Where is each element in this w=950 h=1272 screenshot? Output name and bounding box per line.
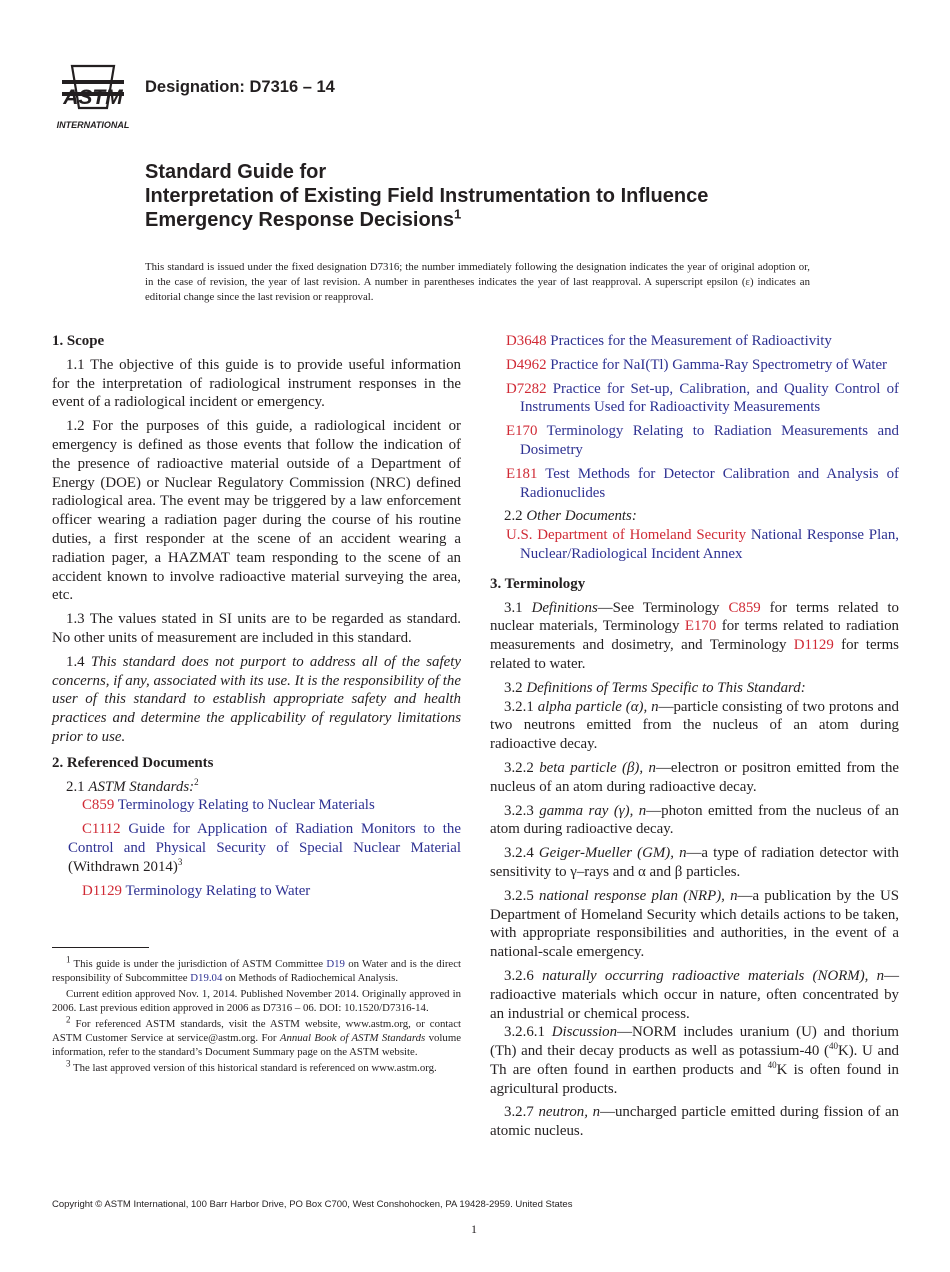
astm-logo [52,58,134,132]
term-3-2-6: 3.2.6 naturally occurring radioactive materials (NORM), n—radioactive materials which occur in nature, often concentrated by an industrial or chemical process. [490,967,899,1022]
section-3-heading: 3. Terminology [490,575,586,592]
link-d19[interactable]: D19 [326,958,345,970]
term-3-2-4: 3.2.4 Geiger-Mueller (GM), n—a type of radiation detector with sensitivity to γ–rays and α and β particles. [490,845,899,880]
ref-d3648[interactable]: D3648 Practices for the Measurement of Radioactivity [506,333,832,349]
term-3-2-7: 3.2.7 neutron, n—uncharged particle emitted during fission of an atomic nucleus. [490,1104,899,1140]
para-1-1: 1.1 The objective of this guide is to provide useful information for the interpretation of radiological instrument responses in the event of a radiological incident or emergency. [52,356,461,411]
copyright-notice: Copyright © ASTM International, 100 Barr Harbor Drive, PO Box C700, West Conshohocken, PA 19428-2959. United States [52,1199,573,1210]
page-number: 1 [471,1222,477,1236]
ref-d7282[interactable]: D7282 Practice for Set-up, Calibration, and Quality Control of Instruments Used for Radioactivity Measurements [506,380,899,416]
term-3-2-1: 3.2.1 alpha particle (α), n—particle consisting of two protons and two neutrons emitted from the nucleus of an atom during radioactive decay. [490,698,899,753]
footnote-1: $^1$ This guide is under the jurisdiction of ASTM Committee D19 on Water and is the direct responsibility of Subcommittee D19.04 on Methods of Radiochemical Analysis. [52,954,462,984]
footnote-1-edition: Current edition approved Nov. 1, 2014. Published November 2014. Originally approved in 2006. Last previous edition approved in 2006 as D7316 – 06. DOI: 10.1520/D7316-14. [52,988,461,1014]
para-2-2: 2.2 Other Documents: [504,508,637,525]
footnote-2: $^2$ For referenced ASTM standards, visit the ASTM website, www.astm.org, or contact ASTM Customer Service at service@astm.org. For Annual Book of ASTM Standards volume information, refer to the standard’s Document Summary page on the ASTM website. [52,1014,462,1058]
link-d1129[interactable]: D1129 [793,637,834,654]
section-2-heading: 2. Referenced Documents [52,754,214,771]
ref-c1112[interactable]: C1112 Guide for Application of Radiation Monitors to the Control and Physical Security of Special Nuclear Material (Withdrawn 2014)$^3$ [68,821,461,875]
para-3-1: 3.1 Definitions—See Terminology C859 for terms related to nuclear materials, Terminology E170 for terms related to radiation measurements and dosimetry, and Terminology D1129 for terms related to water. [490,599,899,672]
ref-e170[interactable]: E170 Terminology Relating to Radiation Measurements and Dosimetry [506,423,899,458]
footnote-3: $^3$ The last approved version of this historical standard is referenced on www.astm.org. [66,1058,437,1074]
para-3-2: 3.2 Definitions of Terms Specific to This Standard: [504,679,806,696]
logo-subtext: INTERNATIONAL [56,120,130,130]
designation: Designation: D7316 – 14 [145,78,335,96]
ref-e181[interactable]: E181 Test Methods for Detector Calibration and Analysis of Radionuclides [506,465,899,501]
para-1-4: 1.4 This standard does not purport to address all of the safety concerns, if any, associated with its use. It is the responsibility of the user of this standard to establish appropriate safety and health practices and determine the applicability of regulatory limitations prior to use. [52,653,461,745]
footnotes [52,954,462,1077]
ref-d1129[interactable]: D1129 Terminology Relating to Water [82,882,311,899]
ref-c859[interactable]: C859 Terminology Relating to Nuclear Materials [82,797,375,814]
right-column [490,332,899,1146]
logo-wordmark: ASTM [63,86,123,109]
link-e170[interactable]: E170 [684,618,717,635]
para-1-3: 1.3 The values stated in SI units are to be regarded as standard. No other units of measurement are included in this standard. [52,611,461,646]
term-3-2-3: 3.2.3 gamma ray (γ), n—photon emitted from the nucleus of an atom during radioactive decay. [490,802,899,838]
title-line-2: Interpretation of Existing Field Instrumentation to Influence [145,185,709,207]
discussion-3-2-6-1: 3.2.6.1 Discussion—NORM includes uranium (U) and thorium (Th) and their decay products as well as potassium-40 ($^{40}$K). U and Th are often found in earthen products and $^{40}$K is often found in agricultural products. [490,1024,899,1097]
title-line-3: Emergency Response Decisions$^1$ [145,206,462,231]
issuance-note: This standard is issued under the fixed designation D7316; the number immediately following the designation indicates the year of original adoption or, in the case of revision, the year of last revision. A number in parentheses indicates the year of last reapproval. A superscript epsilon (ε) indicates an editorial change since the last revision or reapproval. [145,261,810,303]
ref-d4962[interactable]: D4962 Practice for NaI(Tl) Gamma-Ray Spectrometry of Water [506,356,888,373]
title-line-1: Standard Guide for [145,161,327,183]
link-c859[interactable]: C859 [728,599,761,616]
term-3-2-2: 3.2.2 beta particle (β), n—electron or positron emitted from the nucleus of an atom during radioactive decay. [490,759,899,795]
footnote-divider [52,947,149,948]
para-1-2: 1.2 For the purposes of this guide, a radiological incident or emergency is defined as those events that follow the indication of the presence of radioactive material outside of a Department of Energy (DOE) or Nuclear Regulatory Commission (NRC) defined radiological area. The event may be triggered by a law enforcement officer wearing a radiation pager during the course of his routine duties, a first responder at the scene of an accident wearing a radiation pager, a HAZMAT team responding to the scene of an accident known to involve radioactive material surveying the area, etc. [52,418,461,604]
ref-dhs-nrp[interactable]: U.S. Department of Homeland Security National Response Plan, Nuclear/Radiological Incident Annex [506,527,899,562]
title-footnote-mark: 1 [454,206,462,222]
document-title [145,160,865,232]
section-1-heading: 1. Scope [52,333,105,349]
para-2-1: 2.1 ASTM Standards:$^2$ [66,776,199,795]
link-d19-04[interactable]: D19.04 [190,972,223,984]
left-column [52,332,461,905]
term-3-2-5: 3.2.5 national response plan (NRP), n—a publication by the US Department of Homeland Security which details actions to be taken, with appropriate responsibilities and authorities, in the event of a national-scale emergency. [490,887,899,961]
